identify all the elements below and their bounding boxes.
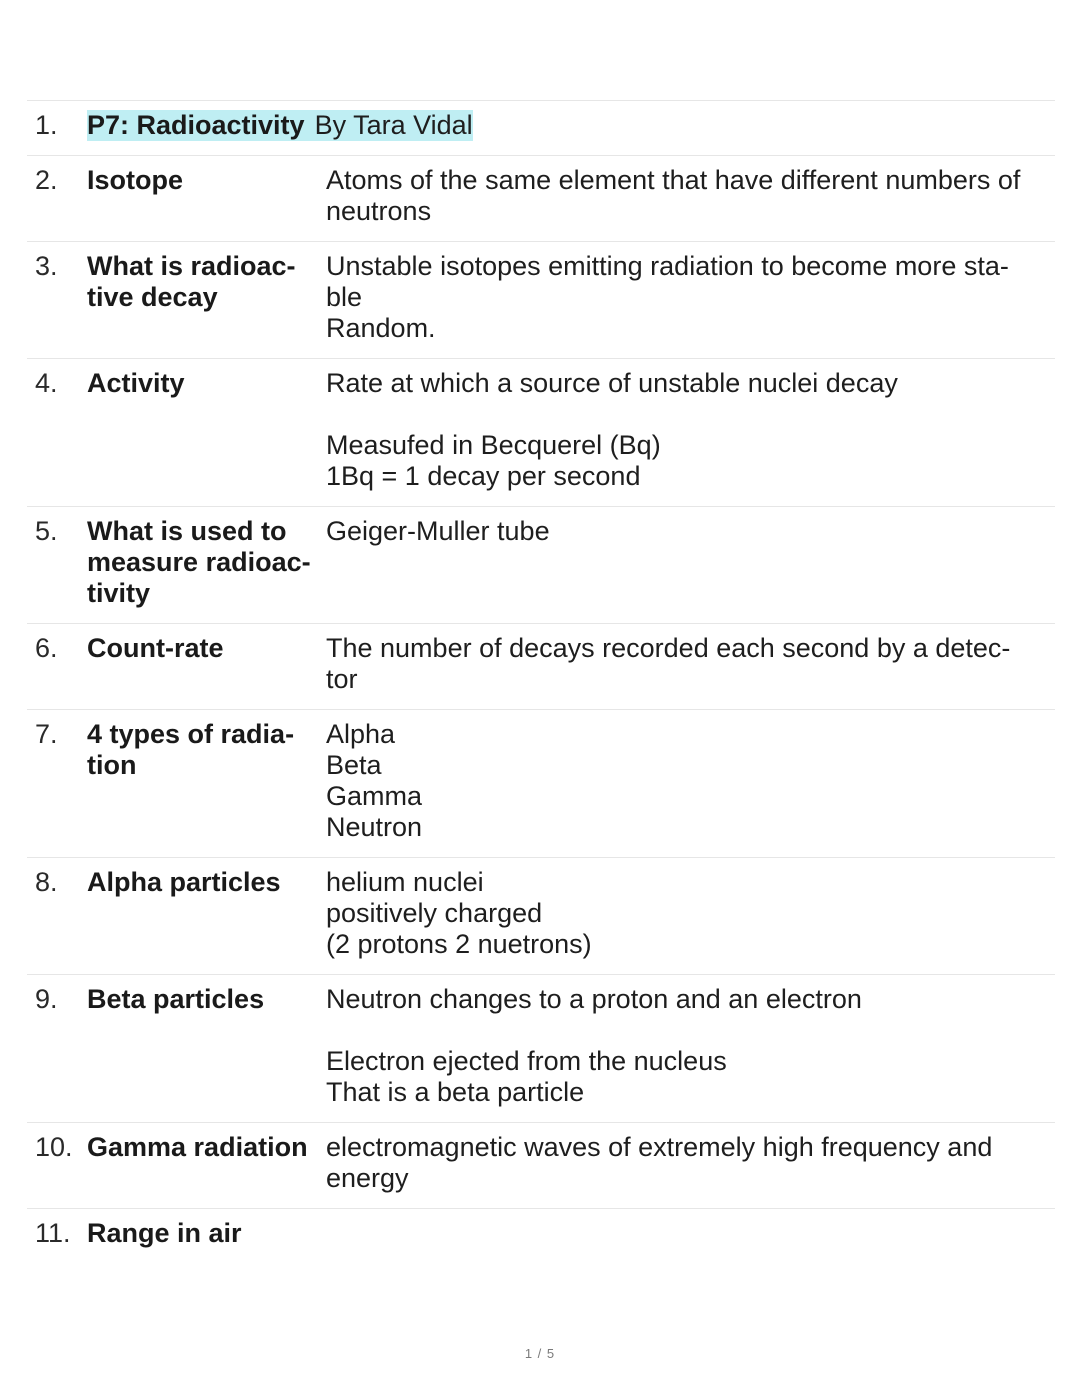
term-line: 4 types of radia- xyxy=(87,719,295,749)
definition-line: Electron ejected from the nucleus xyxy=(326,1046,727,1076)
title-highlight xyxy=(87,110,473,141)
definition-line: Atoms of the same element that have different numbers of xyxy=(326,165,1021,195)
definition-line: energy xyxy=(326,1163,409,1193)
card-definition xyxy=(326,251,1055,344)
definition-line: The number of decays recorded each second by a detec- xyxy=(326,633,1011,663)
card-term xyxy=(87,867,326,960)
card-term xyxy=(87,719,326,843)
row-number: 1. xyxy=(35,110,58,140)
card-definition xyxy=(326,633,1055,695)
term-line: Isotope xyxy=(87,165,184,195)
term-line: measure radioac- xyxy=(87,547,311,577)
definition-line: 1Bq = 1 decay per second xyxy=(326,461,641,491)
term-line: What is used to xyxy=(87,516,287,546)
definition-line xyxy=(326,1015,1055,1046)
term-line: Range in air xyxy=(87,1218,242,1248)
term-line: Alpha particles xyxy=(87,867,281,897)
card-row xyxy=(27,506,1055,623)
definition-line: Alpha xyxy=(326,719,396,749)
row-number: 3. xyxy=(35,251,58,281)
card-definition xyxy=(326,165,1055,227)
term-line: What is radioac- xyxy=(87,251,296,281)
card-term xyxy=(87,1218,326,1249)
term-line: Activity xyxy=(87,368,185,398)
definition-line: Neutron xyxy=(326,812,423,842)
row-number: 11. xyxy=(35,1218,71,1248)
card-row xyxy=(27,1208,1055,1263)
card-definition xyxy=(326,867,1055,960)
definition-line: neutrons xyxy=(326,196,432,226)
set-author: By Tara Vidal xyxy=(314,110,473,140)
row-number: 2. xyxy=(35,165,58,195)
definition-line: Unstable isotopes emitting radiation to become more sta- xyxy=(326,251,1009,281)
card-row xyxy=(27,623,1055,709)
title-row xyxy=(27,100,1055,155)
card-definition xyxy=(326,368,1055,492)
card-term xyxy=(87,516,326,609)
flashcard-sheet xyxy=(27,100,1055,1263)
term-line: tivity xyxy=(87,578,151,608)
card-row xyxy=(27,974,1055,1122)
card-list xyxy=(27,155,1055,1263)
definition-line xyxy=(326,399,1055,430)
definition-line: (2 protons 2 nuetrons) xyxy=(326,929,592,959)
card-definition xyxy=(326,516,1055,609)
definition-line: ble xyxy=(326,282,363,312)
card-row xyxy=(27,709,1055,857)
row-number: 7. xyxy=(35,719,58,749)
definition-line: Rate at which a source of unstable nuclei decay xyxy=(326,368,898,398)
row-number: 4. xyxy=(35,368,58,398)
term-line: Gamma radiation xyxy=(87,1132,308,1162)
card-definition xyxy=(326,1132,1055,1194)
row-number: 6. xyxy=(35,633,58,663)
definition-line: electromagnetic waves of extremely high frequency and xyxy=(326,1132,993,1162)
card-term xyxy=(87,984,326,1108)
definition-line: tor xyxy=(326,664,358,694)
definition-line: helium nuclei xyxy=(326,867,484,897)
definition-line: Beta xyxy=(326,750,382,780)
card-term xyxy=(87,165,326,227)
card-row xyxy=(27,358,1055,506)
card-term xyxy=(87,368,326,492)
card-term xyxy=(87,1132,326,1194)
definition-line: Gamma xyxy=(326,781,423,811)
row-number: 5. xyxy=(35,516,58,546)
set-title: P7: Radioactivity xyxy=(87,110,305,140)
card-row xyxy=(27,155,1055,241)
page-indicator: 1 / 5 xyxy=(524,1346,556,1361)
card-row xyxy=(27,241,1055,358)
card-definition xyxy=(326,1218,1055,1249)
definition-line: positively charged xyxy=(326,898,543,928)
card-term xyxy=(87,633,326,695)
definition-line: Random. xyxy=(326,313,436,343)
term-line: tion xyxy=(87,750,137,780)
row-number: 9. xyxy=(35,984,58,1014)
row-number: 8. xyxy=(35,867,58,897)
card-definition xyxy=(326,719,1055,843)
card-definition xyxy=(326,984,1055,1108)
card-term xyxy=(87,251,326,344)
term-line: Count-rate xyxy=(87,633,224,663)
definition-line: Neutron changes to a proton and an electron xyxy=(326,984,862,1014)
definition-line: Measufed in Becquerel (Bq) xyxy=(326,430,661,460)
term-line: Beta particles xyxy=(87,984,265,1014)
term-line: tive decay xyxy=(87,282,218,312)
card-row xyxy=(27,857,1055,974)
definition-line: Geiger-Muller tube xyxy=(326,516,550,546)
card-row xyxy=(27,1122,1055,1208)
definition-line: That is a beta particle xyxy=(326,1077,585,1107)
row-number: 10. xyxy=(35,1132,73,1162)
